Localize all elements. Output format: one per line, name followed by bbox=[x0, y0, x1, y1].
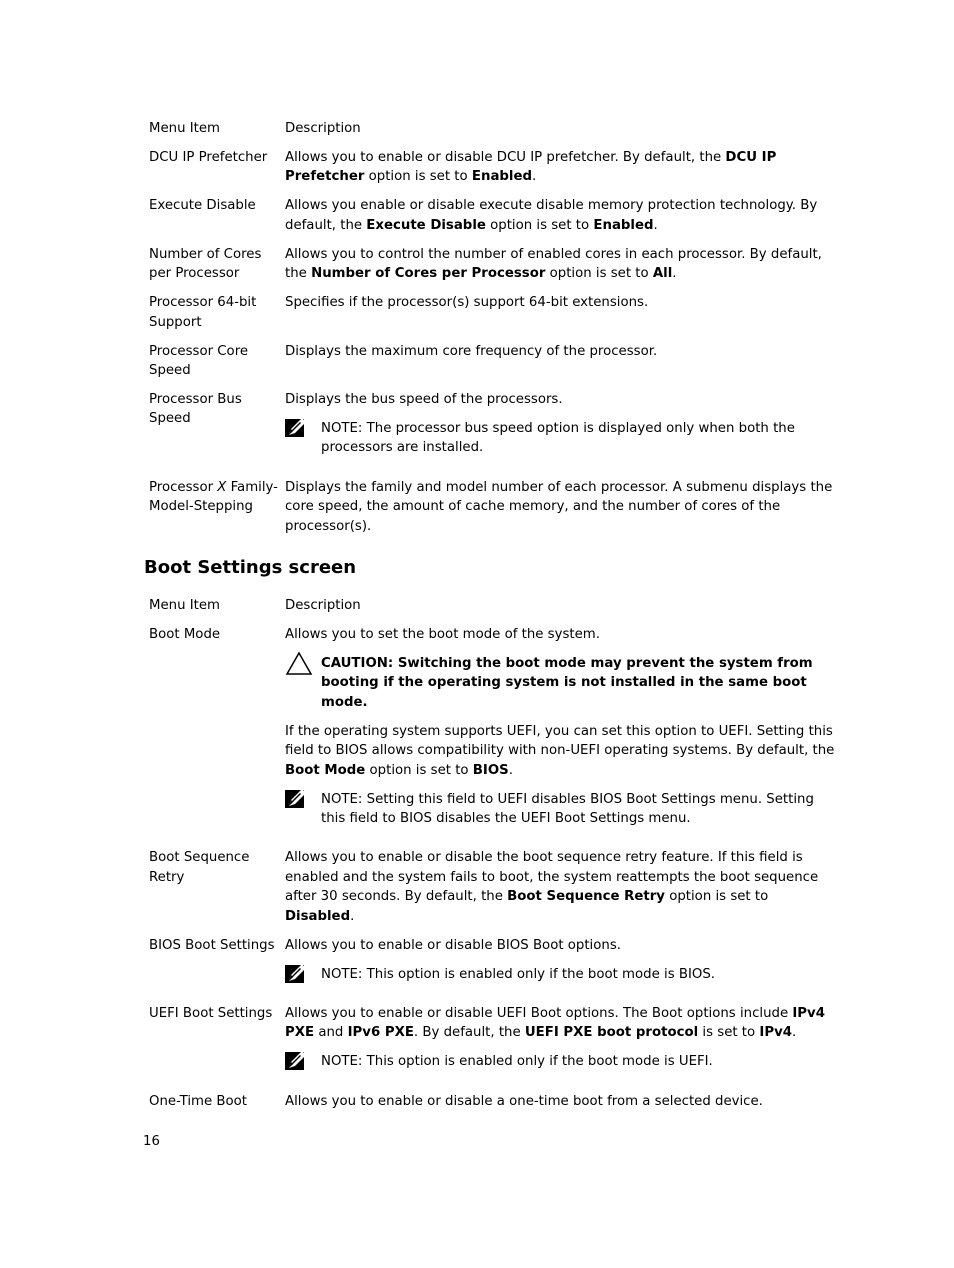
table-row bbox=[149, 625, 841, 828]
table-row bbox=[149, 390, 841, 458]
menu-item-name: Processor Bus Speed bbox=[149, 392, 242, 427]
note-text: NOTE: This option is enabled only if the boot mode is BIOS. bbox=[321, 966, 716, 982]
boot-settings-table bbox=[149, 596, 841, 1111]
menu-item-name: Processor X Family- Model-Stepping bbox=[149, 479, 278, 515]
table-row bbox=[149, 245, 841, 284]
menu-item-description: Allows you to enable or disable DCU IP prefetcher. By default, the DCU IP Prefetcher option is set to Enabled. bbox=[285, 150, 777, 185]
menu-item-description: Allows you to enable or disable the boot sequence retry feature. If this field is enabled and the system fails to boot, the system reattempts the boot sequence after 30 seconds. By default, the Boot Sequence Retry option is set to Disabled. bbox=[285, 850, 819, 924]
menu-item-name: Processor 64-bit Support bbox=[149, 295, 257, 330]
table-row bbox=[149, 293, 841, 332]
caution-box bbox=[285, 654, 841, 712]
table-row bbox=[149, 936, 841, 984]
table-row bbox=[149, 478, 841, 536]
header-menu-item: Menu Item bbox=[149, 598, 221, 613]
menu-item-description: Allows you enable or disable execute disable memory protection technology. By default, the Execute Disable option is set to Enabled. bbox=[285, 198, 818, 233]
menu-item-description: Allows you to enable or disable a one-time boot from a selected device. bbox=[285, 1093, 763, 1109]
note-text: NOTE: Setting this field to UEFI disables BIOS Boot Settings menu. Setting this field to BIOS disables the UEFI Boot Settings menu. bbox=[321, 791, 814, 827]
menu-item-name: DCU IP Prefetcher bbox=[149, 150, 268, 165]
menu-item-description: Displays the family and model number of each processor. A submenu displays the core speed, the amount of cache memory, and the number of cores of the processor(s). bbox=[285, 479, 833, 534]
menu-item-description: Allows you to enable or disable UEFI Boot options. The Boot options include IPv4 PXE and IPv6 PXE. By default, the UEFI PXE boot protocol is set to IPv4. NOTE: This option is enabled only if the boot mode is UEFI. bbox=[285, 1004, 841, 1072]
menu-item-description: Allows you to set the boot mode of the system. CAUTION: Switching the boot mode may prevent the system from booting if the operating system is not installed in the same boot mode. If the operating system supports UEFI, you can set this option to UEFI. Setting this field to BIOS allows compatibility with non-UEFI operating systems. By default, the Boot Mode option is set to BIOS. NOTE: Setting this field to UEFI disables BIOS Boot Settings menu. Setting this field to BIOS disables the UEFI Boot Settings menu. bbox=[285, 625, 841, 828]
menu-item-name: One-Time Boot bbox=[149, 1093, 248, 1109]
note-pencil-icon bbox=[285, 1052, 321, 1071]
header-description: Description bbox=[285, 598, 361, 613]
menu-item-description: Displays the bus speed of the processors. NOTE: The processor bus speed option is displayed only when both the processors are installed. bbox=[285, 390, 841, 458]
note-text: NOTE: The processor bus speed option is displayed only when both the processors are installed. bbox=[321, 421, 795, 456]
menu-item-name: BIOS Boot Settings bbox=[149, 937, 275, 953]
table-row bbox=[149, 848, 841, 926]
caution-text: CAUTION: Switching the boot mode may prevent the system from booting if the operating system is not installed in the same boot mode. bbox=[321, 656, 813, 710]
page-number: 16 bbox=[143, 1134, 160, 1149]
menu-item-description: Specifies if the processor(s) support 64-bit extensions. bbox=[285, 295, 649, 311]
section-heading: Boot Settings screen bbox=[144, 557, 357, 578]
menu-item-name: Number of Cores per Processor bbox=[149, 246, 262, 282]
header-description: Description bbox=[285, 121, 361, 136]
note-box bbox=[285, 1052, 841, 1071]
note-box bbox=[285, 965, 841, 984]
menu-item-description: Allows you to control the number of enabled cores in each processor. By default, the Number of Cores per Processor option is set to All. bbox=[285, 246, 822, 282]
table-header-row bbox=[149, 119, 841, 138]
table-row bbox=[149, 196, 841, 235]
processor-settings-table bbox=[149, 119, 841, 536]
menu-item-name: Processor Core Speed bbox=[149, 343, 249, 379]
boot-mode-details: If the operating system supports UEFI, you can set this option to UEFI. Setting this field to BIOS allows compatibility with non-UEFI operating systems. By default, the Boot Mode option is set to BIOS. bbox=[285, 723, 835, 778]
table-row bbox=[149, 148, 841, 187]
note-box bbox=[285, 419, 841, 458]
note-pencil-icon bbox=[285, 790, 321, 829]
note-pencil-icon bbox=[285, 419, 321, 458]
menu-item-name: Boot Sequence Retry bbox=[149, 850, 250, 885]
table-row bbox=[149, 1092, 841, 1111]
note-text: NOTE: This option is enabled only if the boot mode is UEFI. bbox=[321, 1054, 713, 1070]
menu-item-description: Allows you to enable or disable BIOS Boot options. NOTE: This option is enabled only if the boot mode is BIOS. bbox=[285, 936, 841, 984]
menu-item-name: Execute Disable bbox=[149, 198, 256, 214]
menu-item-name: Boot Mode bbox=[149, 627, 221, 642]
table-row bbox=[149, 1004, 841, 1072]
note-pencil-icon bbox=[285, 965, 321, 984]
note-box bbox=[285, 790, 841, 829]
menu-item-name: UEFI Boot Settings bbox=[149, 1006, 273, 1022]
table-header-row bbox=[149, 596, 841, 615]
caution-triangle-icon bbox=[285, 654, 321, 712]
header-menu-item: Menu Item bbox=[149, 121, 221, 136]
table-row bbox=[149, 342, 841, 381]
menu-item-description: Displays the maximum core frequency of the processor. bbox=[285, 343, 658, 359]
